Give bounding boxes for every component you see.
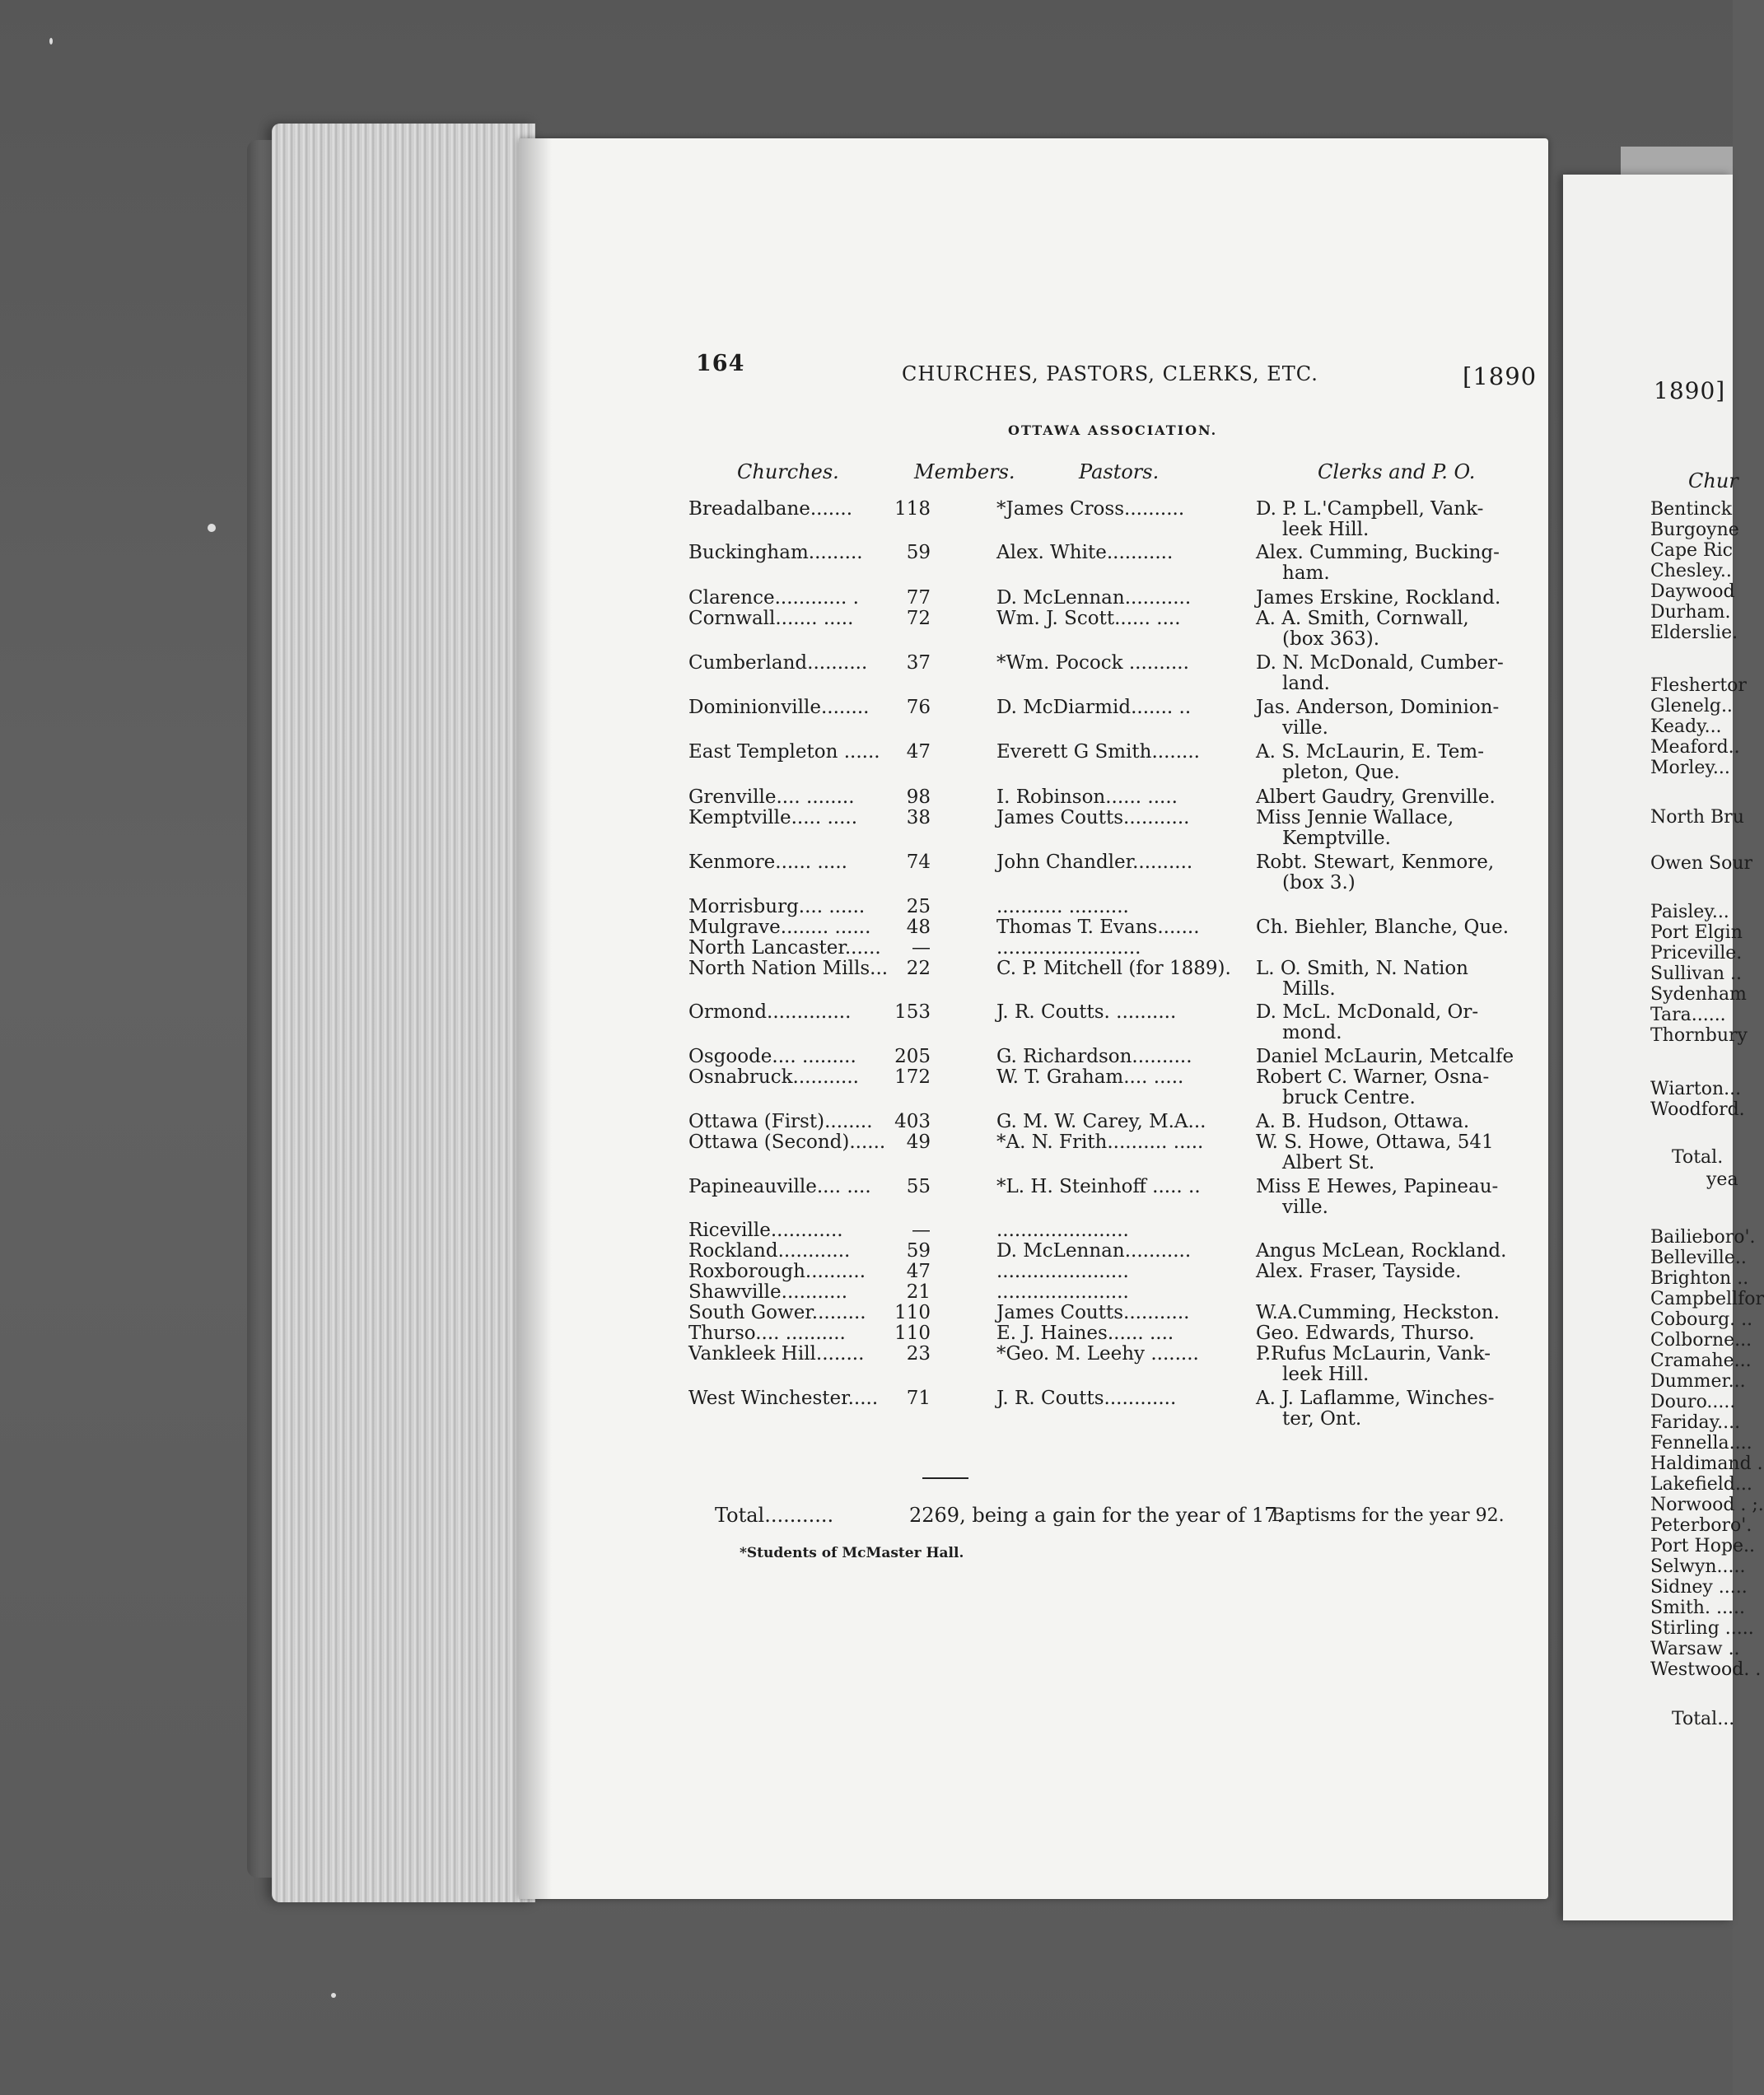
right-page-entry: Keady... bbox=[1650, 716, 1722, 737]
clerk-address: Geo. Edwards, Thurso. bbox=[1256, 1323, 1475, 1344]
church-name: Cornwall....... ..... bbox=[688, 608, 854, 629]
right-page-entry: Douro..... bbox=[1650, 1392, 1736, 1412]
right-page-entry: Campbellfor bbox=[1650, 1289, 1764, 1309]
clerk-address: pleton, Que. bbox=[1282, 762, 1400, 783]
pastor-name: G. M. W. Carey, M.A... bbox=[996, 1111, 1206, 1132]
member-count: 118 bbox=[894, 498, 931, 520]
member-count: 98 bbox=[906, 786, 931, 808]
pastor-name: D. McDiarmid....... .. bbox=[996, 697, 1192, 718]
pastor-name: *A. N. Frith.......... ..... bbox=[996, 1131, 1204, 1153]
right-page-entry: Burgoyne bbox=[1650, 520, 1739, 540]
pastor-name: *James Cross.......... bbox=[996, 498, 1185, 520]
member-count: 49 bbox=[906, 1131, 931, 1153]
church-name: Thurso.... .......... bbox=[688, 1323, 846, 1344]
scan-speck bbox=[331, 1993, 336, 1998]
member-count: 110 bbox=[894, 1323, 931, 1344]
member-count: 25 bbox=[906, 896, 931, 917]
church-name: North Lancaster...... bbox=[688, 937, 881, 959]
clerk-address: leek Hill. bbox=[1282, 1364, 1370, 1385]
clerk-address: Miss E Hewes, Papineau- bbox=[1256, 1176, 1499, 1197]
right-page-entry: Brighton .. bbox=[1650, 1268, 1749, 1289]
clerk-address: P.Rufus McLaurin, Vank- bbox=[1256, 1343, 1491, 1365]
right-page-entry: Cramahe... bbox=[1650, 1351, 1752, 1371]
church-name: Roxborough.......... bbox=[688, 1261, 866, 1282]
member-count: 59 bbox=[906, 1240, 931, 1262]
pastor-name: Alex. White........... bbox=[996, 542, 1174, 563]
member-count: — bbox=[912, 1220, 931, 1241]
total-baptisms: Baptisms for the year 92. bbox=[1272, 1505, 1505, 1526]
right-page-entry: Wiarton... bbox=[1650, 1079, 1742, 1099]
church-name: Kemptville..... ..... bbox=[688, 807, 858, 828]
page-number: 164 bbox=[696, 351, 745, 376]
right-page-entry: Peterboro'. bbox=[1650, 1515, 1752, 1536]
right-page-entry: Paisley... bbox=[1650, 902, 1729, 922]
right-col-header: Chur bbox=[1688, 469, 1738, 492]
clerk-address: (box 3.) bbox=[1282, 872, 1356, 894]
right-page-entry: Tara...... bbox=[1650, 1005, 1726, 1025]
church-name: Ottawa (Second)...... bbox=[688, 1131, 886, 1153]
church-name: North Nation Mills... bbox=[688, 958, 889, 979]
pastor-name: Wm. J. Scott...... .... bbox=[996, 608, 1181, 629]
member-count: 77 bbox=[906, 587, 931, 609]
right-page-entry: Colborne... bbox=[1650, 1330, 1752, 1351]
clerk-address: Albert Gaudry, Grenville. bbox=[1256, 786, 1496, 808]
right-page-entry: Sidney ..... bbox=[1650, 1577, 1748, 1598]
clerk-address: Alex. Fraser, Tayside. bbox=[1256, 1261, 1462, 1282]
church-name: Osnabruck........... bbox=[688, 1066, 859, 1088]
right-page-entry: Cape Ric bbox=[1650, 540, 1733, 561]
clerk-address: ville. bbox=[1282, 1197, 1328, 1218]
member-count: 59 bbox=[906, 542, 931, 563]
clerk-address: Kemptville. bbox=[1282, 828, 1391, 849]
right-page-entry: Morley... bbox=[1650, 758, 1730, 778]
right-page-entry: Dummer... bbox=[1650, 1371, 1746, 1392]
pastor-name: Everett G Smith........ bbox=[996, 741, 1200, 763]
member-count: 74 bbox=[906, 852, 931, 873]
church-name: Rockland............ bbox=[688, 1240, 851, 1262]
clerk-address: W.A.Cumming, Heckston. bbox=[1256, 1302, 1500, 1323]
member-count: 153 bbox=[894, 1001, 931, 1023]
right-page-entry: Glenelg.. bbox=[1650, 696, 1733, 716]
right-page-entry: Norwood . ;. bbox=[1650, 1495, 1764, 1515]
right-page-entry: Fleshertor bbox=[1650, 675, 1747, 696]
clerk-address: D. P. L.'Campbell, Vank- bbox=[1256, 498, 1484, 520]
right-page-entry: Fennella.... bbox=[1650, 1433, 1752, 1453]
pastor-name: ...................... bbox=[996, 1261, 1129, 1282]
col-header-clerks: Clerks and P. O. bbox=[1318, 460, 1476, 483]
col-header-members: Members. bbox=[914, 460, 1015, 483]
pastor-name: *Geo. M. Leehy ........ bbox=[996, 1343, 1199, 1365]
pastor-name: ........................ bbox=[996, 937, 1141, 959]
right-page-entry: Owen Sour bbox=[1650, 853, 1753, 874]
member-count: 72 bbox=[906, 608, 931, 629]
right-page-year: 1890] bbox=[1654, 377, 1726, 404]
clerk-address: A. A. Smith, Cornwall, bbox=[1256, 608, 1469, 629]
church-name: Mulgrave........ ...... bbox=[688, 917, 871, 938]
clerk-address: A. S. McLaurin, E. Tem- bbox=[1256, 741, 1484, 763]
right-page-entry: Port Hope.. bbox=[1650, 1536, 1756, 1556]
church-name: Breadalbane....... bbox=[688, 498, 853, 520]
right-page-entry: Warsaw .. bbox=[1650, 1639, 1740, 1659]
right-page-entry: Sydenham bbox=[1650, 984, 1747, 1005]
church-name: South Gower......... bbox=[688, 1302, 866, 1323]
clerk-address: ville. bbox=[1282, 717, 1328, 739]
right-page-entry: Cobourg. .. bbox=[1650, 1309, 1753, 1330]
member-count: 48 bbox=[906, 917, 931, 938]
pastor-name: D. McLennan........... bbox=[996, 1240, 1192, 1262]
clerk-address: James Erskine, Rockland. bbox=[1256, 587, 1501, 609]
right-page-entry: yea bbox=[1706, 1169, 1738, 1190]
pastor-name: G. Richardson.......... bbox=[996, 1046, 1192, 1067]
church-name: Papineauville.... .... bbox=[688, 1176, 871, 1197]
page-gutter bbox=[519, 138, 552, 1899]
church-name: Shawville........... bbox=[688, 1281, 848, 1303]
clerk-address: Daniel McLaurin, Metcalfe bbox=[1256, 1046, 1514, 1067]
church-name: Clarence............ . bbox=[688, 587, 859, 609]
church-name: Osgoode.... ......... bbox=[688, 1046, 856, 1067]
member-count: — bbox=[912, 937, 931, 959]
clerk-address: Albert St. bbox=[1282, 1152, 1375, 1173]
right-page-entry: Daywood bbox=[1650, 581, 1735, 602]
right-page-entry: Woodford. bbox=[1650, 1099, 1745, 1120]
church-name: Grenville.... ........ bbox=[688, 786, 855, 808]
member-count: 110 bbox=[894, 1302, 931, 1323]
member-count: 37 bbox=[906, 652, 931, 674]
church-name: Morrisburg.... ...... bbox=[688, 896, 866, 917]
member-count: 205 bbox=[894, 1046, 931, 1067]
right-page-entry: Westwood. . bbox=[1650, 1659, 1762, 1680]
church-name: Kenmore...... ..... bbox=[688, 852, 847, 873]
church-name: Vankleek Hill........ bbox=[688, 1343, 865, 1365]
right-page-entry: Thornbury bbox=[1650, 1025, 1748, 1046]
clerk-address: D. McL. McDonald, Or- bbox=[1256, 1001, 1479, 1023]
total-text: 2269, being a gain for the year of 17. bbox=[909, 1504, 1284, 1527]
book-page-edges bbox=[272, 124, 535, 1902]
right-page-entry: Total. bbox=[1672, 1147, 1724, 1168]
right-page-top-edge bbox=[1621, 147, 1733, 176]
member-count: 403 bbox=[894, 1111, 931, 1132]
right-page-entry: Priceville. bbox=[1650, 943, 1743, 964]
right-page-entry: Selwyn..... bbox=[1650, 1556, 1746, 1577]
church-name: Buckingham......... bbox=[688, 542, 863, 563]
member-count: 47 bbox=[906, 741, 931, 763]
member-count: 21 bbox=[906, 1281, 931, 1303]
right-page-entry: Smith. ..... bbox=[1650, 1598, 1745, 1618]
right-page-entry: Bailieboro'. bbox=[1650, 1227, 1756, 1248]
pastor-name: C. P. Mitchell (for 1889). bbox=[996, 958, 1231, 979]
right-page-entry: Belleville.. bbox=[1650, 1248, 1747, 1268]
pastor-name: *L. H. Steinhoff ..... .. bbox=[996, 1176, 1201, 1197]
clerk-address: A. J. Laflamme, Winches- bbox=[1256, 1388, 1495, 1409]
clerk-address: bruck Centre. bbox=[1282, 1087, 1416, 1108]
pastor-name: J. R. Coutts. .......... bbox=[996, 1001, 1177, 1023]
church-name: Cumberland.......... bbox=[688, 652, 868, 674]
right-page-entry: Total... bbox=[1672, 1709, 1735, 1729]
clerk-address: L. O. Smith, N. Nation bbox=[1256, 958, 1468, 979]
pastor-name: *Wm. Pocock .......... bbox=[996, 652, 1189, 674]
clerk-address: ham. bbox=[1282, 562, 1330, 584]
church-name: East Templeton ...... bbox=[688, 741, 880, 763]
clerk-address: land. bbox=[1282, 673, 1330, 694]
clerk-address: Jas. Anderson, Dominion- bbox=[1256, 697, 1500, 718]
member-count: 71 bbox=[906, 1388, 931, 1409]
col-header-pastors: Pastors. bbox=[1079, 460, 1160, 483]
right-page-entry: Sullivan .. bbox=[1650, 964, 1743, 984]
clerk-address: (box 363). bbox=[1282, 628, 1380, 650]
pastor-name: John Chandler.......... bbox=[996, 852, 1193, 873]
clerk-address: Miss Jennie Wallace, bbox=[1256, 807, 1454, 828]
church-name: Riceville............ bbox=[688, 1220, 843, 1241]
pastor-name: James Coutts........... bbox=[996, 807, 1190, 828]
right-page-entry: Port Elgin bbox=[1650, 922, 1743, 943]
pastor-name: D. McLennan........... bbox=[996, 587, 1192, 609]
right-page-entry: Stirling ..... bbox=[1650, 1618, 1754, 1639]
running-title: CHURCHES, PASTORS, CLERKS, ETC. bbox=[902, 362, 1318, 385]
col-header-churches: Churches. bbox=[737, 460, 839, 483]
right-page-entry: Lakefield... bbox=[1650, 1474, 1752, 1495]
member-count: 38 bbox=[906, 807, 931, 828]
church-name: Dominionville........ bbox=[688, 697, 870, 718]
member-count: 172 bbox=[894, 1066, 931, 1088]
pastor-name: James Coutts........... bbox=[996, 1302, 1190, 1323]
clerk-address: W. S. Howe, Ottawa, 541 bbox=[1256, 1131, 1494, 1153]
member-count: 23 bbox=[906, 1343, 931, 1365]
right-page-entry: Durham. bbox=[1650, 602, 1731, 623]
pastor-name: ........... .......... bbox=[996, 896, 1129, 917]
pastor-name: I. Robinson...... ..... bbox=[996, 786, 1178, 808]
clerk-address: Alex. Cumming, Bucking- bbox=[1256, 542, 1500, 563]
right-page-entry: North Bru bbox=[1650, 807, 1744, 828]
right-page-entry: Elderslie. bbox=[1650, 623, 1738, 643]
clerk-address: mond. bbox=[1282, 1022, 1342, 1043]
right-page-entry: Meaford.. bbox=[1650, 737, 1740, 758]
scan-speck bbox=[208, 524, 216, 532]
clerk-address: ter, Ont. bbox=[1282, 1408, 1362, 1430]
pastor-name: ...................... bbox=[996, 1220, 1129, 1241]
footnote: *Students of McMaster Hall. bbox=[740, 1545, 964, 1561]
clerk-address: A. B. Hudson, Ottawa. bbox=[1256, 1111, 1470, 1132]
right-page-entry: Chesley.. bbox=[1650, 561, 1732, 581]
clerk-address: Ch. Biehler, Blanche, Que. bbox=[1256, 917, 1510, 938]
year-bracket: [1890 bbox=[1463, 362, 1538, 390]
scan-speck bbox=[49, 38, 53, 44]
clerk-address: Robt. Stewart, Kenmore, bbox=[1256, 852, 1495, 873]
clerk-address: Angus McLean, Rockland. bbox=[1256, 1240, 1507, 1262]
member-count: 22 bbox=[906, 958, 931, 979]
pastor-name: ...................... bbox=[996, 1281, 1129, 1303]
clerk-address: Mills. bbox=[1282, 978, 1336, 1000]
church-name: Ormond.............. bbox=[688, 1001, 852, 1023]
total-label: Total........... bbox=[715, 1504, 834, 1527]
pastor-name: J. R. Coutts............ bbox=[996, 1388, 1177, 1409]
right-page-entry: Fariday.... bbox=[1650, 1412, 1741, 1433]
clerk-address: leek Hill. bbox=[1282, 519, 1370, 540]
right-page-entry: Haldimand . bbox=[1650, 1453, 1763, 1474]
church-name: West Winchester..... bbox=[688, 1388, 879, 1409]
pastor-name: E. J. Haines...... .... bbox=[996, 1323, 1174, 1344]
section-title: OTTAWA ASSOCIATION. bbox=[1008, 422, 1218, 438]
clerk-address: D. N. McDonald, Cumber- bbox=[1256, 652, 1504, 674]
clerk-address: Robert C. Warner, Osna- bbox=[1256, 1066, 1490, 1088]
church-name: Ottawa (First)........ bbox=[688, 1111, 873, 1132]
right-page-entry: Bentinck bbox=[1650, 499, 1733, 520]
pastor-name: W. T. Graham.... ..... bbox=[996, 1066, 1184, 1088]
pastor-name: Thomas T. Evans....... bbox=[996, 917, 1200, 938]
member-count: 76 bbox=[906, 697, 931, 718]
total-rule bbox=[922, 1477, 968, 1479]
member-count: 55 bbox=[906, 1176, 931, 1197]
member-count: 47 bbox=[906, 1261, 931, 1282]
